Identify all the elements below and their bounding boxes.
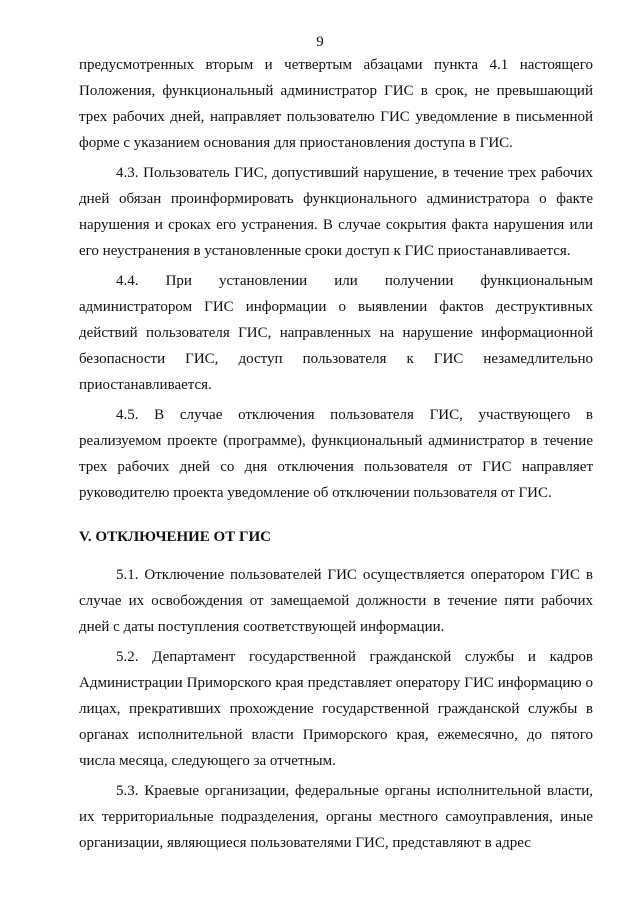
paragraph-4-5: 4.5. В случае отключения пользователя ГИС, участвующего в реализуемом проекте (программе), функциональный администратор в течение трех рабочих дней со дня отключения пользователя от ГИС направляет руководителю проекта уведомление об отключении пользователя от ГИС. [79, 407, 593, 501]
paragraph-5-3: 5.3. Краевые организации, федеральные органы исполнительной власти, их территориальные подразделения, органы местного самоуправления, иные организации, являющиеся пользователями ГИС, представляют в адрес [79, 783, 593, 851]
page-number: 9 [316, 34, 324, 50]
paragraph-continuation: предусмотренных вторым и четвертым абзацами пункта 4.1 настоящего Положения, функциональный администратор ГИС в срок, не превышающий трех рабочих дней, направляет пользователю ГИС уведомление в письменной форме с указанием основания для приостановления доступа в ГИС. [79, 57, 593, 151]
document-body [79, 52, 593, 860]
section-heading: V. ОТКЛЮЧЕНИЕ ОТ ГИС [79, 529, 272, 545]
paragraph-5-2: 5.2. Департамент государственной гражданской службы и кадров Администрации Приморского края представляет оператору ГИС информацию о лицах, прекративших прохождение государственной гражданской службы в органах исполнительной власти Приморского края, ежемесячно, до пятого числа месяца, следующего за отчетным. [79, 649, 593, 769]
paragraph-5-1: 5.1. Отключение пользователей ГИС осуществляется оператором ГИС в случае их освобождения от замещаемой должности в течение пяти рабочих дней с даты поступления соответствующей информации. [79, 567, 593, 635]
paragraph-4-3: 4.3. Пользователь ГИС, допустивший нарушение, в течение трех рабочих дней обязан проинформировать функционального администратора о факте нарушения и сроках его устранения. В случае сокрытия факта нарушения или его неустранения в установленные сроки доступ к ГИС приостанавливается. [79, 165, 593, 259]
paragraph-4-4: 4.4. При установлении или получении функциональным администратором ГИС информации о выявлении фактов деструктивных действий пользователя ГИС, направленных на нарушение информационной безопасности ГИС, доступ пользователя к ГИС незамедлительно приостанавливается. [79, 273, 593, 393]
